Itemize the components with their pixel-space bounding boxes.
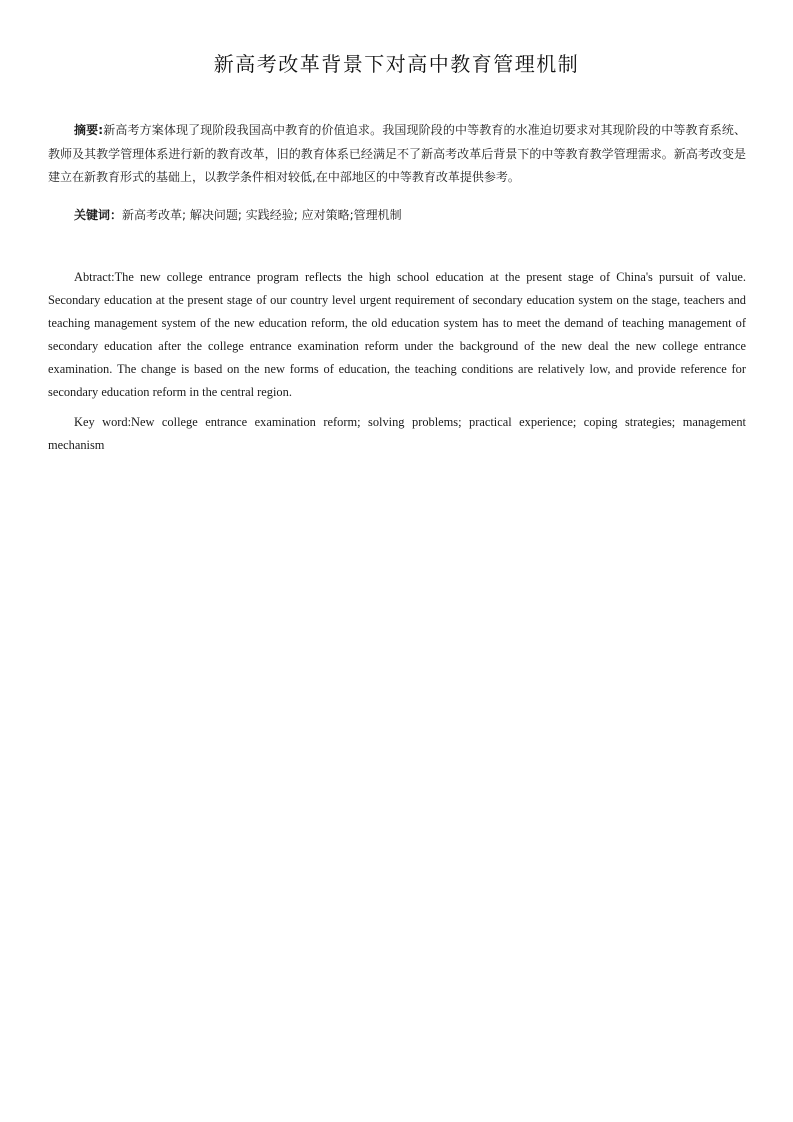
keywords-zh-text: 新高考改革; 解决问题; 实践经验; 应对策略;管理机制 [122, 208, 402, 222]
keywords-en: Key word:New college entrance examination reform; solving problems; practical experience; coping strategies; management mechanism [48, 415, 746, 452]
document-title: 新高考改革背景下对高中教育管理机制 [213, 52, 580, 76]
keywords-zh [48, 204, 746, 228]
abstract-zh-text: 新高考方案体现了现阶段我国高中教育的价值追求。我国现阶段的中等教育的水准迫切要求对其现阶段的中等教育系统、教师及其教学管理体系进行新的教育改革，旧的教育体系已经满足不了新高考改革后背景下的中等教育教学管理需求。新高考改变是建立在新教育形式的基础上，以教学条件相对较低,在中部地区的中等教育改革提供参考。 [48, 123, 746, 184]
abstract-zh [48, 119, 746, 190]
abstract-en: Abtract:The new college entrance program reflects the high school education at the present stage of China's pursuit of value. Secondary education at the present stage of our country level urgent requirement of secondary education system on the stage, teachers and teaching management system of the new education reform, the old education system has to meet the demand of teaching management of secondary education after the college entrance examination reform under the background of the new deal the new college entrance examination. The change is based on the new forms of education, the teaching conditions are relatively low, and provide reference for secondary education reform in the central region. [48, 270, 746, 399]
keywords-zh-label: 关键词： [74, 208, 123, 222]
abstract-zh-label: 摘要: [74, 123, 104, 137]
